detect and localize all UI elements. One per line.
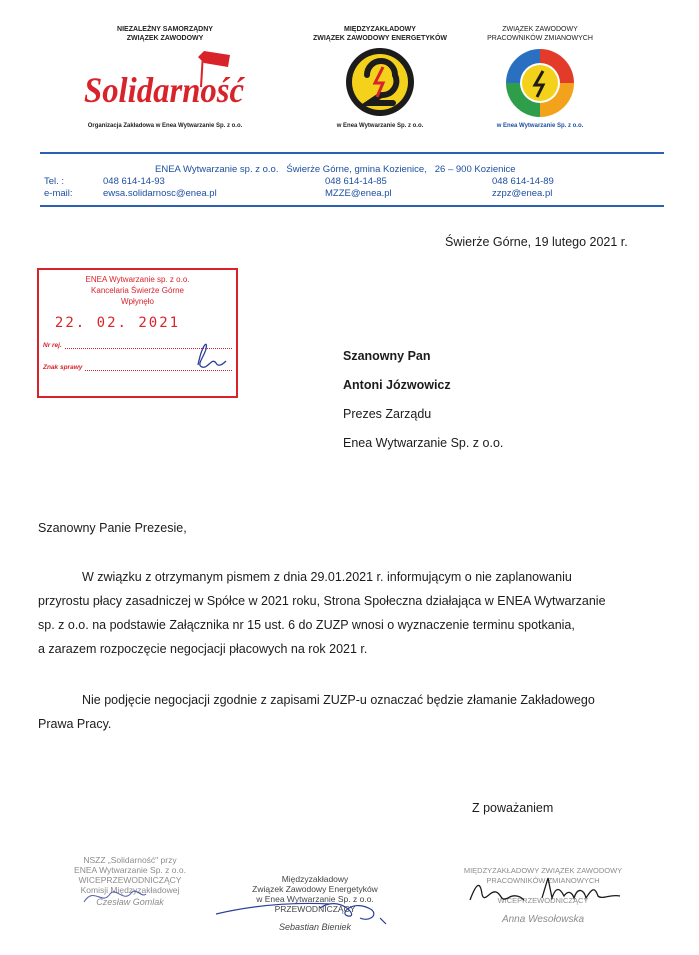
sig2-line4: PRZEWODNICZĄCY	[274, 904, 356, 914]
received-stamp	[37, 268, 238, 398]
stamp-date: 22. 02. 2021	[54, 315, 181, 331]
stamp-handwritten-initial	[190, 335, 230, 375]
sig2-line3: w Enea Wytwarzanie Sp. z o.o.	[256, 894, 374, 904]
mzze-header	[295, 25, 465, 140]
sig3-line2: PRACOWNIKÓW ZMIANOWYCH	[486, 876, 600, 885]
solidarnosc-logo	[80, 47, 250, 117]
recipient-company: Enea Wytwarzanie Sp. z o.o.	[343, 436, 504, 450]
signature-1-scribble	[80, 880, 150, 910]
sig2-line1: Międzyzakładowy	[281, 874, 349, 884]
contact-col2-tel: 048 614-14-85	[325, 176, 387, 187]
sig1-name: Czesław Gomlak	[96, 897, 164, 907]
solidarnosc-title-line1: NIEZALEŻNY SAMORZĄDNY	[117, 26, 213, 33]
sig2-name: Sebastian Bieniek	[278, 922, 352, 932]
contact-tel-label: Tel. :	[44, 176, 65, 187]
zzpz-title-line2: PRACOWNIKÓW ZMIANOWYCH	[487, 35, 593, 42]
greeting: Szanowny Panie Prezesie,	[38, 521, 187, 535]
contact-col1-email: ewsa.solidarnosc@enea.pl	[103, 188, 217, 199]
stamp-nr-label: Nr rej.	[43, 342, 62, 349]
header-rule-bottom	[40, 205, 664, 207]
para1-line1: W związku z otrzymanym pismem z dnia 29.01.2021 r. informującym o nie zaplanowaniu	[82, 570, 572, 584]
contact-col1-tel: 048 614-14-93	[103, 176, 165, 187]
sig3-line1: MIĘDZYZAKŁADOWY ZWIĄZEK ZAWODOWY	[463, 866, 623, 875]
recipient-salutation: Szanowny Pan	[343, 349, 431, 363]
place-date: Świerże Górne, 19 lutego 2021 r.	[445, 235, 628, 249]
recipient-name: Antoni Józwowicz	[343, 378, 451, 392]
sig1-line2: ENEA Wytwarzanie Sp. z o.o.	[74, 865, 186, 875]
sig2-line2: Związek Zawodowy Energetyków	[252, 884, 378, 894]
stamp-line3: Wpłynęło	[121, 297, 154, 306]
para2-line2: Prawa Pracy.	[38, 717, 112, 731]
zzpz-title-line1: ZWIĄZEK ZAWODOWY	[502, 26, 578, 33]
recipient-block	[343, 342, 503, 458]
para1-line4: a zarazem rozpoczęcie negocjacji płacowych na rok 2021 r.	[38, 642, 368, 656]
recipient-position: Prezes Zarządu	[343, 407, 432, 421]
solidarnosc-header	[80, 25, 250, 140]
sig1-line1: NSZZ „Solidarność" przy	[83, 855, 177, 865]
signature-3-scribble	[460, 870, 640, 910]
para1-line2: przyrostu płacy zasadniczej w Spółce w 2021 roku, Strona Społeczna działająca w ENEA Wytwarzanie	[38, 594, 606, 608]
solidarnosc-title-line2: ZWIĄZEK ZAWODOWY	[126, 35, 204, 42]
zzpz-subtitle: w Enea Wytwarzanie Sp. z o.o.	[496, 123, 584, 129]
sig3-name: Anna Wesołowska	[501, 914, 585, 925]
mzze-subtitle: w Enea Wytwarzanie Sp. z o.o.	[336, 123, 424, 129]
para2-line1: Nie podjęcie negocjacji zgodnie z zapisami ZUZP-u oznaczać będzie złamanie Zakładowego	[82, 693, 595, 707]
stamp-znak-label: Znak sprawy	[43, 364, 83, 371]
mzze-logo-icon	[295, 45, 465, 119]
zzpz-logo-icon	[455, 45, 625, 121]
mzze-title-line1: MIĘDZYZAKŁADOWY	[344, 26, 416, 33]
mzze-title-line2: ZWIĄZEK ZAWODOWY ENERGETYKÓW	[312, 35, 448, 42]
closing: Z poważaniem	[472, 801, 554, 815]
para1-line3: sp. z o.o. na podstawie Załącznika nr 15 ust. 6 do ZUZP wnosi o wyznaczenie terminu spotkania,	[38, 618, 575, 632]
contact-address: ENEA Wytwarzanie sp. z o.o. Świerże Górne, gmina Kozienice, 26 – 900 Kozienice	[155, 164, 516, 175]
stamp-line2: Kancelaria Świerże Górne	[91, 286, 184, 295]
contact-col3-tel: 048 614-14-89	[492, 176, 554, 187]
solidarnosc-subtitle: Organizacja Zakładowa w Enea Wytwarzanie Sp. z o.o.	[87, 123, 243, 129]
solidarnosc-logo-text: Solidarność	[84, 70, 245, 110]
contact-col2-email: MZZE@enea.pl	[325, 188, 392, 199]
stamp-line1: ENEA Wytwarzanie sp. z o.o.	[85, 275, 190, 284]
contact-email-label: e-mail:	[44, 188, 73, 199]
header-rule-top	[40, 152, 664, 154]
sig1-line4: Komisji Międzyzakładowej	[80, 885, 180, 895]
sig3-line3: WICEPRZEWODNICZĄCY	[497, 896, 589, 905]
paragraph-1	[38, 565, 664, 661]
zzpz-header	[455, 25, 625, 140]
signature-2-scribble	[210, 888, 400, 928]
paragraph-2	[38, 688, 664, 736]
sig1-line3: WICEPRZEWODNICZĄCY	[78, 875, 182, 885]
contact-col3-email: zzpz@enea.pl	[492, 188, 553, 199]
